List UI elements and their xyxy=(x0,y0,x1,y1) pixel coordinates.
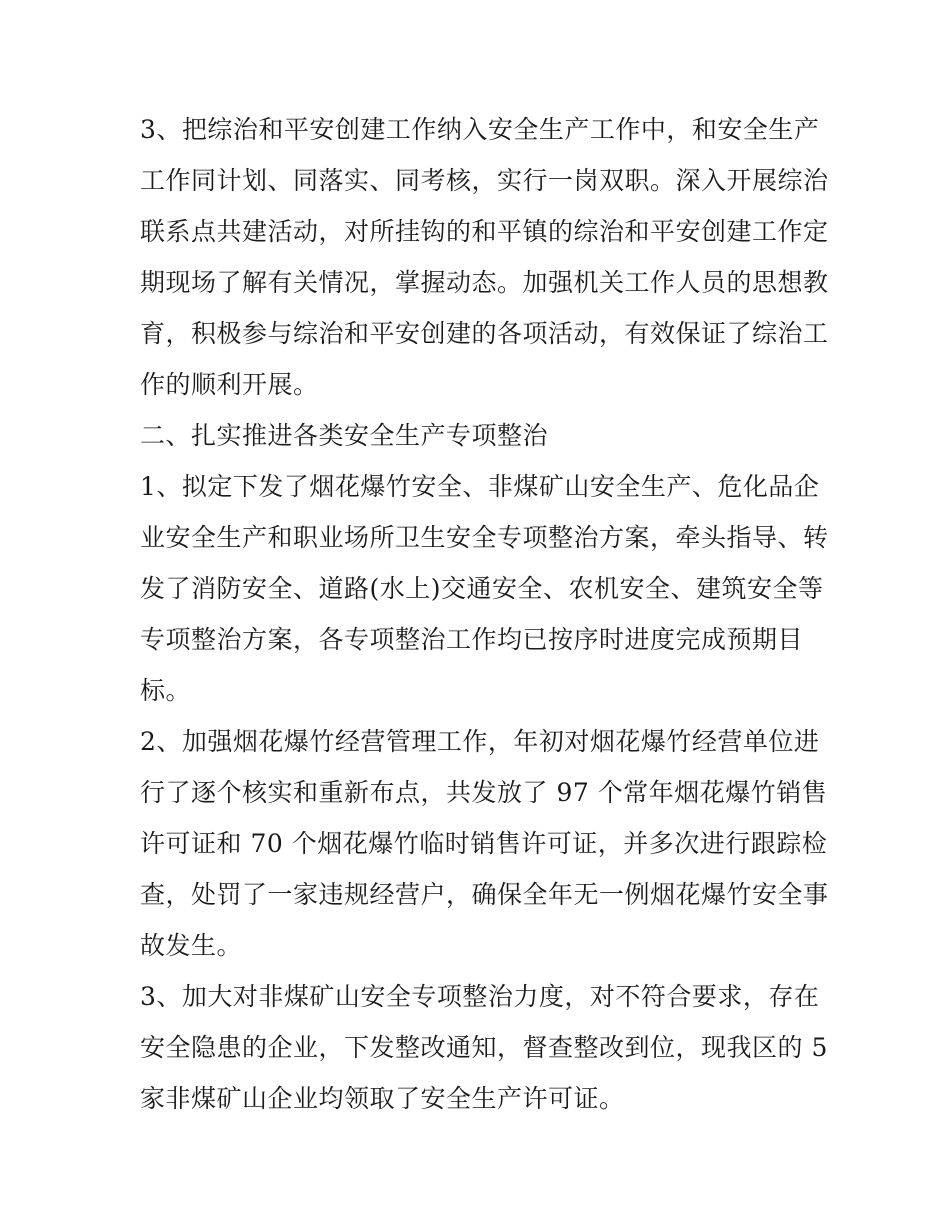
text-line: 行了逐个核实和重新布点，共发放了 97 个常年烟花爆竹销售 xyxy=(140,778,828,807)
text-line: 1、拟定下发了烟花爆竹安全、非煤矿山安全生产、危化品企 xyxy=(140,472,820,501)
text-line: 3、把综治和平安创建工作纳入安全生产工作中，和安全生产 xyxy=(140,115,820,144)
text-line: 发了消防安全、道路(水上)交通安全、农机安全、建筑安全等 xyxy=(140,574,824,603)
text-line: 工作同计划、同落实、同考核，实行一岗双职。深入开展综治 xyxy=(140,166,829,195)
text-line: 期现场了解有关情况，掌握动态。加强机关工作人员的思想教 xyxy=(140,268,829,297)
text-line: 家非煤矿山企业均领取了安全生产许可证。 xyxy=(140,1084,625,1113)
text-line: 作的顺利开展。 xyxy=(140,370,319,399)
text-line: 业安全生产和职业场所卫生安全专项整治方案，牵头指导、转 xyxy=(140,523,829,552)
text-line: 专项整治方案，各专项整治工作均已按序时进度完成预期目 xyxy=(140,625,804,654)
text-line: 查，处罚了一家违规经营户，确保全年无一例烟花爆竹安全事 xyxy=(140,880,829,909)
text-line: 3、加大对非煤矿山安全专项整治力度，对不符合要求，存在 xyxy=(140,982,820,1011)
text-line: 联系点共建活动，对所挂钩的和平镇的综治和平安创建工作定 xyxy=(140,217,829,246)
text-line: 许可证和 70 个烟花爆竹临时销售许可证，并多次进行跟踪检 xyxy=(140,829,828,858)
text-line: 2、加强烟花爆竹经营管理工作，年初对烟花爆竹经营单位进 xyxy=(140,727,820,756)
document-body xyxy=(140,104,829,1124)
section-heading: 二、扎实推进各类安全生产专项整治 xyxy=(140,421,549,450)
text-line: 育，积极参与综治和平安创建的各项活动，有效保证了综治工 xyxy=(140,319,829,348)
text-line: 安全隐患的企业，下发整改通知，督查整改到位，现我区的 5 xyxy=(140,1033,828,1062)
text-line: 标。 xyxy=(140,676,192,705)
text-line: 故发生。 xyxy=(140,931,243,960)
